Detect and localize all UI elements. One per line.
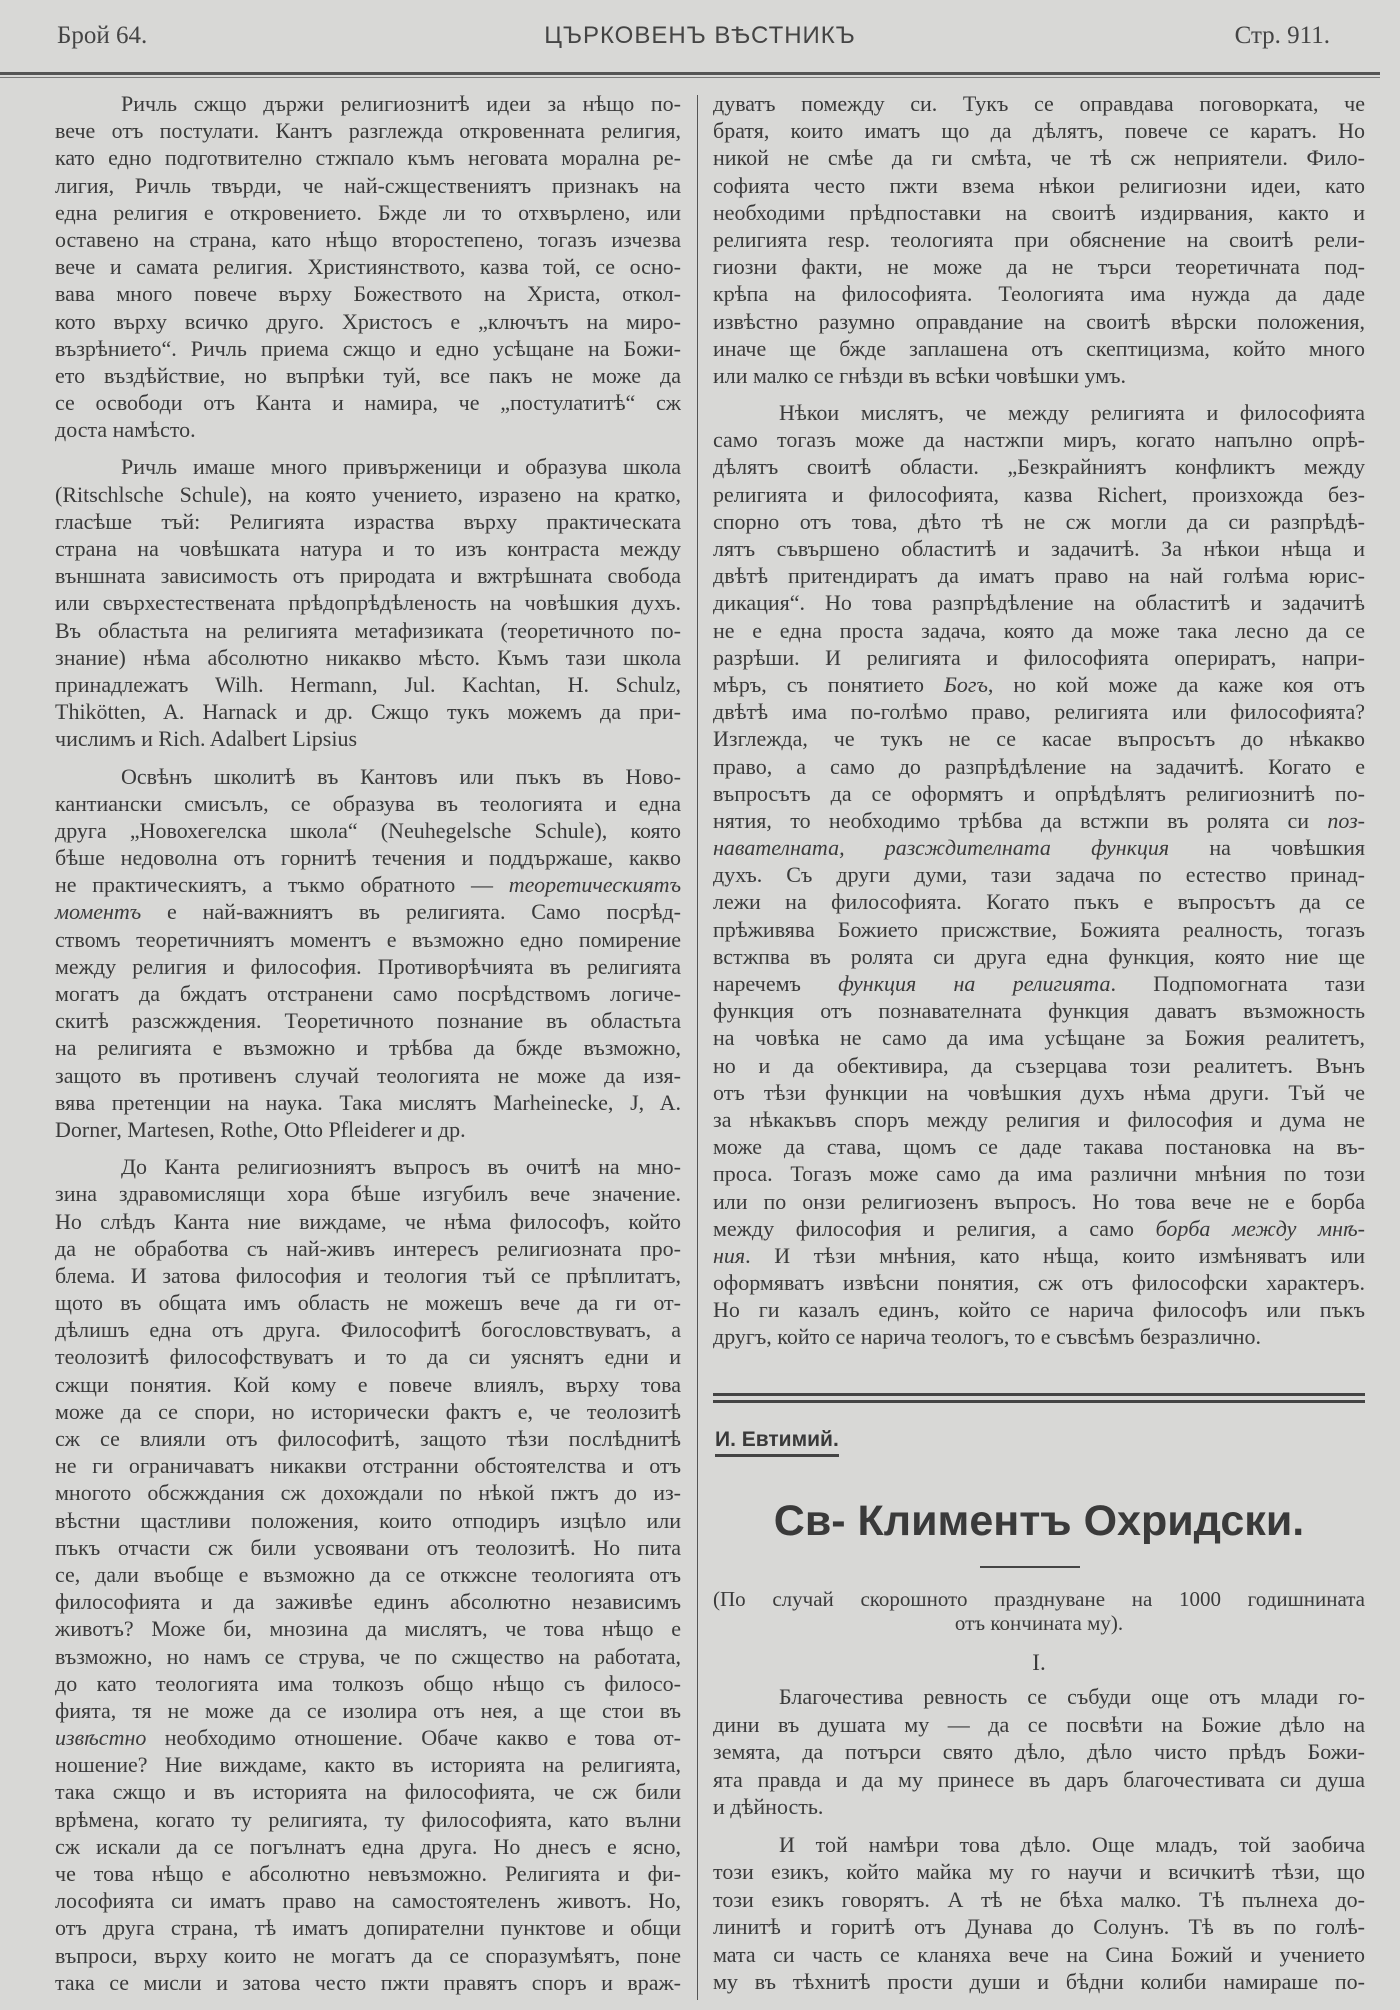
text-line: блема. И затова философия и теология тъй се прѣплитатъ, (55, 1262, 681, 1288)
text-line: отъ тѣзи функции на човѣшкия духъ нѣма други. Тъй че (713, 1079, 1365, 1105)
text-line: зина здравомислящи хора бѣше изгубилъ вече значение. (55, 1181, 681, 1207)
text-line (55, 1724, 681, 1751)
text-line: дикация“. Но това разпрѣдѣление на областитѣ и задачитѣ (713, 590, 1365, 616)
text-segment: на човѣшкия (1169, 835, 1365, 861)
text-line (713, 970, 1365, 997)
text-line: Благочестива ревность се събуди още отъ млади го- (779, 1684, 1365, 1709)
text-line: линитѣ и горитѣ отъ Дунава до Солунъ. Тѣ въ по голѣ- (713, 1914, 1365, 1939)
emphasized-text: теоретическиятъ (508, 872, 681, 898)
emphasized-text: навателната, разсждителната функция (713, 835, 1170, 861)
emphasized-text: Богъ (943, 671, 988, 697)
column-divider (697, 95, 698, 2000)
right-column-text (713, 90, 1365, 1361)
text-line: фията, тя не може да се изолира отъ нея, а ще стои въ (55, 1697, 681, 1723)
text-line: Thikötten, A. Harnack и др. Сжщо тукъ можемъ да при- (55, 699, 681, 725)
text-segment: наречемъ (713, 971, 839, 996)
text-segment: не практическиятъ, а тъкмо обратното — (55, 872, 509, 898)
left-column-text (55, 90, 681, 2006)
emphasized-text: борба между мнѣ- (1155, 1215, 1365, 1241)
text-line: външната зависимость отъ природата и вжтрѣшната свобода (55, 563, 681, 589)
text-line: вече отъ постулати. Кантъ разглежда откровенната религия, (55, 118, 681, 144)
text-line: врѣмена, когато ту религията, ту философията, като вълни (55, 1806, 681, 1832)
text-line: че това нѣщо е абсолютно невъзможно. Религията и фи- (55, 1861, 681, 1886)
text-line: вява претенции на наука. Така мислятъ Marheinecke, J, A. (55, 1089, 681, 1115)
text-line: другъ, който се нарича теологъ, то е съвсѣмъ безразлично. (713, 1324, 1262, 1350)
text-segment: , но кой може да каже коя отъ (987, 671, 1365, 697)
paragraph (55, 453, 681, 752)
text-line: никой не смѣе да ги смѣта, че тѣ сж неприятели. Фило- (713, 145, 1365, 171)
text-line: може да се спори, но исторически фактъ е, че теолозитѣ (55, 1398, 681, 1424)
text-line: като едно подготвително стжпало къмъ неговата морална ре- (55, 145, 681, 171)
text-line: Нѣкои мислятъ, че между религията и философията (779, 400, 1365, 426)
text-line: Ричль сжщо държи религиознитѣ идеи за нѣщо по- (121, 91, 681, 116)
text-line: Освѣнъ школитѣ въ Кантовъ или пъкъ въ Ново- (121, 763, 681, 789)
text-line (55, 871, 681, 898)
text-line: Dorner, Martesen, Rothe, Otto Pfleiderer и др. (55, 1116, 466, 1142)
text-line: защото въ противенъ случай теологията не може да изя- (55, 1062, 681, 1088)
text-line: щото въ общата имъ область не можешъ вече да ги от- (55, 1290, 681, 1316)
text-line: дѣлятъ своитѣ области. „Безкрайниятъ конфликтъ между (713, 454, 1365, 480)
text-line: между религия и философия. Противорѣчията въ религията (55, 953, 681, 979)
text-line: спорно отъ това, дѣто тѣ не сж могли да си разпрѣдѣ- (713, 508, 1365, 534)
text-line: Но слѣдъ Канта ние виждаме, че нѣма философъ, който (55, 1208, 681, 1234)
text-line: бѣше недоволна отъ горнитѣ течения и поддържаше, какво (55, 845, 681, 871)
text-line: принадлежатъ Wilh. Hermann, Jul. Kachtan, H. Schulz, (55, 671, 681, 697)
text-line: на човѣка не само да има усѣщане за Божия реалитетъ, (713, 1025, 1365, 1051)
text-line: дуватъ помежду си. Тукъ се оправдава поговорката, че (713, 91, 1365, 116)
emphasized-text: ния (713, 1242, 746, 1268)
text-line: така сжщо и въ историята на философията, че сж били (55, 1779, 681, 1805)
text-line: въпроси, върху които не могатъ да се споразумѣятъ, поне (55, 1942, 681, 1968)
text-line: знание) нѣма абсолютно никакво мѣсто. Къмъ тази школа (55, 644, 681, 670)
text-line: братя, които иматъ що да дѣлятъ, повече се каратъ. Но (713, 118, 1365, 144)
text-line: само тогазъ може да настжпи миръ, когато напълно опрѣ- (713, 427, 1365, 453)
text-line: лигия, Ричль твърди, че най-сжществениятъ признакъ на (55, 172, 681, 198)
text-line: Изглежда, че тукъ не се касае въпросътъ до нѣкакво (713, 726, 1365, 752)
text-line: или по онзи религиозенъ въпросъ. Но това вече не е борба (713, 1188, 1365, 1214)
text-segment: необходимо отношение. Обаче какво е това от- (146, 1725, 681, 1751)
subtitle-line-2: отъ кончината му). (954, 1611, 1124, 1635)
text-line: сжщи понятия. Кой кому е повече влиялъ, върху това (55, 1371, 681, 1397)
text-line: или свърхестествената прѣдопрѣдѣленость на човѣшкия духъ. (55, 590, 681, 616)
text-line: философията и да заживѣе единъ абсолютно независимъ (55, 1589, 681, 1615)
text-segment: . И тѣзи мнѣния, като нѣща, които измѣняватъ или (745, 1242, 1365, 1268)
text-line: не е една проста задача, която да може така лесно да се (713, 617, 1365, 643)
text-line: разрѣши. И религията и философията опериратъ, напри- (713, 644, 1365, 670)
text-line: теолозитѣ философствуватъ и то да си уяснятъ едни и (55, 1344, 681, 1370)
text-line: въпросътъ да се оформятъ и опрѣдѣлятъ религиознитѣ по- (713, 780, 1365, 806)
text-line: се освободи отъ Канта и намира, че „постулатитѣ“ сж (55, 390, 681, 416)
text-line: да не обработва съ най-живъ интересъ религиозната про- (55, 1235, 681, 1261)
text-line: извѣстно разумно оправдание на своитѣ вѣрски положения, (713, 308, 1365, 334)
paragraph (713, 1683, 1365, 1821)
emphasized-text: поз- (1327, 807, 1365, 833)
text-line: ята правда и да му принесе въ даръ благочестивата си душа (713, 1766, 1365, 1792)
text-line: лежи на философията. Когато пъкъ е въпросътъ да се (713, 889, 1365, 915)
text-line: вече и самата религия. Християнството, казва той, се осно- (55, 254, 681, 280)
text-line (713, 671, 1365, 698)
text-line: скитѣ разсжждения. Теоретичното познание въ областьта (55, 1008, 681, 1034)
text-segment: мѣръ, съ понятието (713, 671, 944, 697)
text-line: възможно, но намъ се струва, че по сжщество на работата, (55, 1643, 681, 1669)
paragraph (713, 1831, 1365, 1996)
text-line: за нѣкакъвъ споръ между религия и философия и дума не (713, 1106, 1365, 1132)
text-line: ствомъ теоретичниятъ моментъ е възможно едно помирение (55, 926, 681, 952)
text-line: животъ? Може би, мнозина да мислятъ, че това нѣщо е (55, 1616, 681, 1642)
text-line: двѣтѣ има по-голѣмо право, религията или философията? (713, 699, 1365, 725)
paragraph (55, 763, 681, 1144)
text-line: оформяватъ извѣсни понятия, сж отъ философски характеръ. (713, 1270, 1365, 1296)
text-line (713, 1242, 1365, 1269)
text-line: лософията си иматъ право на самостоятеленъ животъ. Но, (55, 1888, 681, 1914)
text-line: вѣстни щастливи положения, които отподиръ изцѣло или (55, 1507, 681, 1533)
text-line: духъ. Съ други думи, тази задача по естество принад- (713, 862, 1365, 888)
text-line: не ги ограничаватъ никакви отстранни обстоятелства и отъ (55, 1453, 681, 1479)
text-line: встжпва въ ролята си друга една функция, която ние ще (713, 943, 1365, 969)
text-line: на религията е възможно и трѣбва да бжде възможно, (55, 1035, 681, 1061)
text-line: функция отъ познавателната функция даватъ възможность (713, 998, 1365, 1024)
text-line: сж искали да се погълнатъ една друга. Но днесъ е ясно, (55, 1833, 681, 1859)
article-separator-rule-lower (713, 1400, 1365, 1403)
section-number: I. (1032, 1650, 1046, 1675)
text-line: многото обсжждания сж дохождали по нѣкой пжтъ до из- (55, 1480, 681, 1506)
text-line: кантиански смисълъ, се образува въ теологията и една (55, 790, 681, 816)
text-line: оставено на страна, като нѣщо второстепено, тогазъ изчезва (55, 226, 681, 252)
text-line: вава много повече върху Божеството на Христа, откол- (55, 281, 681, 307)
text-line: но и да обективира, да съзерцава този реалитетъ. Вънъ (713, 1052, 1365, 1078)
text-line: сж се влияли отъ философитѣ, защото тѣзи послѣднитѣ (55, 1426, 681, 1451)
text-line: страна на човѣшката натура и то изъ контраста между (55, 536, 681, 561)
text-line: ношение? Ние виждаме, както въ историята на религията, (55, 1752, 681, 1778)
text-line: друга „Новохегелска школа“ (Neuhegelsche Schule), която (55, 817, 681, 843)
text-line: Ричль имаше много привърженици и образува школа (121, 454, 681, 480)
text-line: доста намѣсто. (55, 417, 196, 443)
text-line: Но ги казалъ единъ, който се нарича философъ или пъкъ (713, 1297, 1365, 1323)
paragraph (55, 90, 681, 443)
text-segment: между философия и религия, а само (713, 1215, 1156, 1241)
text-line: и дѣйность. (713, 1794, 824, 1819)
text-line: този езикъ говорятъ. А тѣ не бѣха малко. Тѣ пълнеха до- (713, 1886, 1365, 1912)
text-line: религията и философията, казва Richert, произхожда без- (713, 481, 1365, 507)
article-separator-rule (713, 1393, 1365, 1396)
text-line: дини въ душата му — да се посвѣти на Божие дѣло на (713, 1711, 1365, 1737)
article-title: Св- Климентъ Охридски. (773, 1497, 1305, 1545)
text-line: до като теологията има толкозъ общо нѣщо съ филосо- (55, 1670, 681, 1696)
masthead-title: ЦЪРКОВЕНЪ ВѢСТНИКЪ (544, 22, 856, 49)
text-line: земята, да потърси свято дѣло, дѣло чисто прѣдъ Божи- (713, 1739, 1365, 1764)
text-line: така се мисли и затова често пжти правятъ споръ и враж- (55, 1969, 681, 1995)
title-rule (980, 1566, 1080, 1568)
header-rule (0, 72, 1380, 75)
paragraph (713, 399, 1365, 1351)
text-line (713, 1215, 1365, 1242)
article-body-text (713, 1683, 1365, 2006)
emphasized-text: извѣстно (55, 1725, 147, 1751)
text-line: кото върху всичко друго. Христосъ е „ключътъ на миро- (55, 308, 681, 334)
text-segment: . Подпомогната тази (1110, 971, 1365, 996)
subtitle-line-1: (По случай скорошното празднуване на 1000 годишнината (713, 1587, 1365, 1611)
text-line: дѣлишъ една отъ друга. Философитѣ богословствуватъ, а (55, 1317, 681, 1343)
text-line: този езикъ, който майка му го научи и всичкитѣ тѣзи, що (713, 1859, 1365, 1884)
text-line: една религия е откровението. Бжде ли то отхвърлено, или (55, 199, 681, 225)
text-line: гласѣше тъй: Религията израства върху практическата (55, 508, 681, 534)
emphasized-text: моментъ (55, 899, 142, 925)
text-line: гиозни факти, не може да не търси теоретичната под- (713, 254, 1365, 280)
header-rule-thin (0, 77, 1380, 78)
text-line: иначе ще бжде заплашена отъ скептицизма, който много (713, 335, 1365, 361)
page-number: Стр. 911. (1234, 22, 1330, 49)
paragraph (55, 1153, 681, 1996)
text-line: крѣпа на философията. Теологията има нужда да даде (713, 281, 1365, 307)
text-line: ето въздѣйствие, но въпрѣки туй, все пакъ не може да (55, 362, 681, 388)
text-line (55, 898, 681, 925)
paragraph (713, 90, 1365, 389)
text-line (713, 834, 1365, 861)
article-subtitle (713, 1587, 1365, 1635)
text-line: До Канта религиозниятъ въпросъ въ очитѣ на мно- (121, 1154, 681, 1180)
text-line: Въ областьта на религията метафизиката (теоретичното по- (55, 617, 681, 643)
text-line: могатъ да бждатъ отстранени само посрѣдствомъ логиче- (55, 981, 681, 1006)
text-line: религията resp. теологията при обяснение на своитѣ рели- (713, 226, 1365, 252)
emphasized-text: функция на религията (838, 971, 1111, 996)
text-segment: нятия, то необходимо трѣбва да встжпи въ ролята си (713, 807, 1328, 833)
text-line (713, 807, 1365, 834)
text-line: двѣтѣ притендиратъ да иматъ право на най голѣма юрис- (713, 563, 1365, 589)
article-author: И. Евтимий. (715, 1428, 839, 1457)
text-line: софията често пжти взема нѣкои религиозни идеи, като (713, 172, 1365, 198)
text-line: прѣживява Божието присжствие, Божията реалность, тогазъ (713, 916, 1365, 942)
text-line: числимъ и Rich. Adalbert Lipsius (55, 726, 358, 752)
text-line: лятъ съвършено областитѣ и задачитѣ. За нѣкои нѣща и (713, 536, 1365, 561)
text-line: проса. Тогазъ може само да има различни мнѣния по този (713, 1161, 1365, 1187)
text-line: пъкъ отчасти сж били усвоявани отъ теолозитѣ. Но пита (55, 1534, 681, 1560)
text-line: се, дали въобще е възможно да се откжсне теологията отъ (55, 1561, 681, 1587)
text-line: или малко се гнѣзди въ всѣки човѣшки умъ. (713, 362, 1127, 388)
text-line: необходими прѣдпоставки на своитѣ издирвания, както и (713, 199, 1365, 225)
text-line: И той намѣри това дѣло. Още младъ, той заобича (779, 1831, 1365, 1857)
text-line: възрѣнието“. Ричль приема сжщо и едно усѣщане на Божи- (55, 335, 681, 361)
text-line: мата си часть се кланяха вече на Сина Божий и учението (713, 1941, 1365, 1967)
issue-number: Брой 64. (57, 22, 148, 49)
text-line: (Ritschlsche Schule), на която учението, изразено на кратко, (55, 481, 681, 507)
text-line: му въ тѣхнитѣ прости души и бѣдни колиби намираше по- (713, 1969, 1365, 1994)
text-line: право, а само до разпрѣдѣление на задачитѣ. Когато е (713, 753, 1365, 779)
text-line: отъ друга страна, тѣ иматъ допирателни пунктове и общи (55, 1915, 681, 1941)
text-line: може да става, щомъ се даде такава постановка на въ- (713, 1134, 1365, 1160)
text-segment: е най-важниятъ въ религията. Само посрѣд- (141, 899, 681, 925)
